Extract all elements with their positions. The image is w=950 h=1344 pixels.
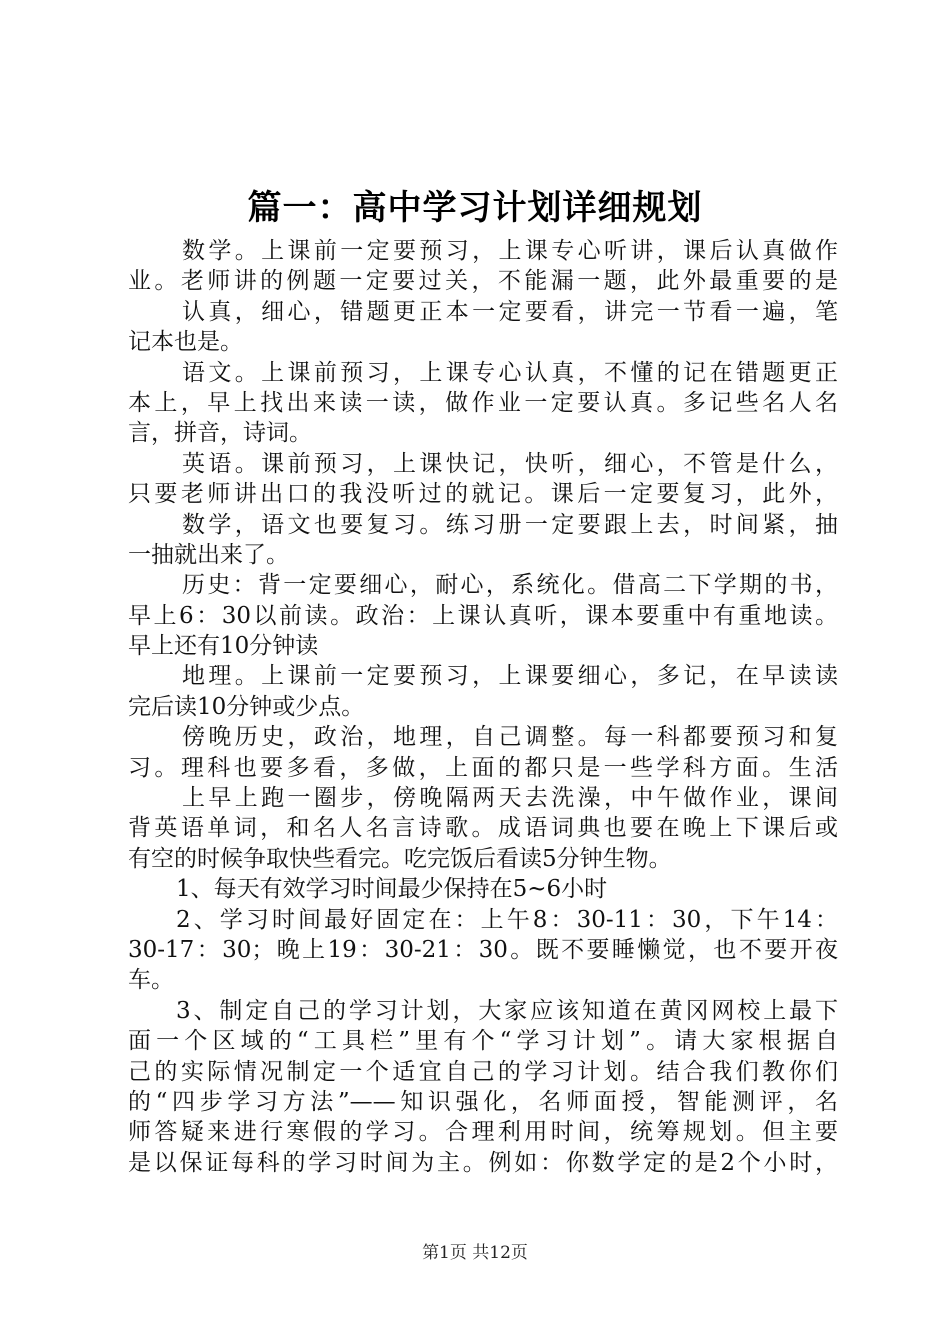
body-line: 数学。上课前一定要预习，上课专心听讲，课后认真做作 (182, 238, 838, 264)
body-line: 傍晚历史，政治，地理，自己调整。每一科都要预习和复 (182, 724, 838, 751)
body-line: 师答疑来进行寒假的学习。合理利用时间，统筹规划。但主要 (128, 1119, 838, 1146)
body-line: 1、每天有效学习时间最少保持在5~6小时 (176, 876, 608, 903)
body-line: 业。老师讲的例题一定要过关，不能漏一题，此外最重要的是 (128, 268, 838, 295)
body-line: 上早上跑一圈步，傍晚隔两天去洗澡，中午做作业，课间 (182, 785, 838, 812)
body-line: 言，拼音，诗词。 (128, 420, 312, 447)
body-line: 3、制定自己的学习计划，大家应该知道在黄冈网校上最下 (176, 997, 838, 1024)
body-line: 记本也是。 (128, 329, 243, 356)
body-line: 地理。上课前一定要预习，上课要细心，多记，在早读读 (182, 663, 838, 690)
body-line: 背英语单词，和名人名言诗歌。成语词典也要在晚上下课后或 (128, 815, 838, 842)
body-line: 有空的时候争取快些看完。吃完饭后看读5分钟生物。 (128, 845, 672, 872)
body-line: 30-17：30；晚上19：30-21：30。既不要睡懒觉，也不要开夜 (128, 936, 838, 963)
body-line: 本上，早上找出来读一读，做作业一定要认真。多记些名人名 (128, 389, 838, 416)
body-line: 车。 (128, 967, 174, 994)
body-line: 完后读10分钟或少点。 (128, 693, 365, 720)
body-line: 的“四步学习方法”——知识强化，名师面授，智能测评，名 (128, 1088, 838, 1115)
body-line: 面一个区域的“工具栏”里有个“学习计划”。请大家根据自 (128, 1028, 838, 1055)
body-line: 历史：背一定要细心，耐心，系统化。借高二下学期的书， (182, 572, 838, 599)
body-line: 数学，语文也要复习。练习册一定要跟上去，时间紧，抽 (182, 511, 838, 538)
body-line: 早上6：30以前读。政治：上课认真听，课本要重中有重地读。 (128, 602, 838, 629)
body-line: 只要老师讲出口的我没听过的就记。课后一定要复习，此外， (128, 481, 838, 508)
body-line: 己的实际情况制定一个适宜自己的学习计划。结合我们教你们 (128, 1058, 838, 1085)
body-line: 是以保证每科的学习时间为主。例如：你数学定的是2个小时， (128, 1149, 838, 1176)
page-footer: 第1页 共12页 (422, 1243, 528, 1263)
body-line: 英语。课前预习，上课快记，快听，细心，不管是什么， (182, 450, 838, 477)
document-body (128, 236, 838, 1178)
body-line: 认真，细心，错题更正本一定要看，讲完一节看一遍，笔 (182, 298, 838, 325)
document-title: 篇一：高中学习计划详细规划 (247, 188, 703, 228)
body-line: 习。理科也要多看，多做，上面的都只是一些学科方面。生活 (128, 754, 838, 781)
body-line: 一抽就出来了。 (128, 541, 289, 568)
body-line: 语文。上课前预习，上课专心认真，不懂的记在错题更正 (182, 359, 838, 386)
body-line: 早上还有10分钟读 (128, 633, 319, 660)
body-line: 2、学习时间最好固定在：上午8：30-11：30，下午14： (176, 906, 838, 933)
